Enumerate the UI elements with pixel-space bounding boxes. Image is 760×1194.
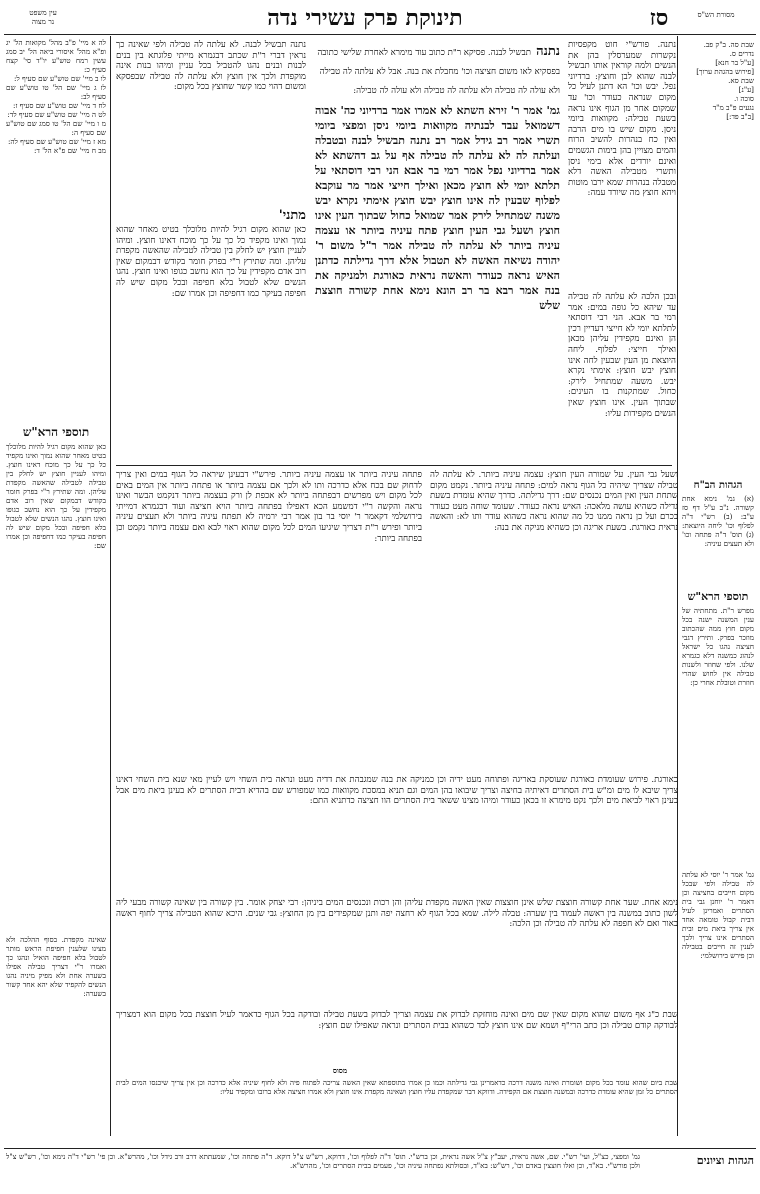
rashi-wide-a: ושעל גבי העין. על שמורה העין חוצץ: עצמה עיניה ביותר. לא עלתה לה טבילה שצריך שיהיה כל הגוף נראה למים: פתחה עיניה ביותר. נקמט מקום שתחת העין ואין המים נכנסים שם: דרך גדילתה. כדרך שהיא עומדת בשעת גדילה כשהיא עושה מלאכה: האיש נראה כעודר. שעומד שוחה מעט כעודר בכרם ועל כן נראה ממנו כל מה שהוא נראה כשהוא עודר ותו לא: והאשה נראית כאורגת. בשעת אריגה וכן כשהיא מניקה את בנה: bbox=[430, 470, 678, 533]
gemara-text: גמ' אמר ר' זירא השתא לא אמרו אמר ברדיוני כה' אבוה דשמואל עבד לבנתיה מקוואות ביומי ניסן ומפצי ביומי תשרי אמר רב גידל אמר רב נתנה תבשיל לבנה ובטבלה ועלתה לה לא עלתה לה טבילה אף על גב דהשתא לא אמר ברדיוני נפל אמר רמי בר אבא הני רבי דוסתאי על תלתא יומי לא חוצץ מכאן ואילך חייצי אמר מר עוקבא לפלוף שבעין לה אינו חוצץ יבש חוצץ אימתי נקרא יבש משנה שמתחיל לירק אמר שמואל כחול שבתוך העין אינו חוצץ ושעל גבי העין חוצץ פתח עיניה ביותר או עצמה עיניה ביותר לא עלתה לה טבילה אמר ר"ל משום ר' יהודה נשיאה האשה לא תטבול אלא דרך גדילתה כדתנן האיש נראה כעודר והאשה נראית כאורגת ולמניקה את בנה אמר רבא בר רב הונא נימא אחת קשורה חוצצת שלש bbox=[315, 104, 560, 312]
tosafot-upper: נתנה תבשיל לבנה. לא עלתה לה טבילה ולפי שאינה כך נראין דברי ר"ת שכתב דבגמרא מייתי פלוגתא בין בנים לבנות ובנים נהגו להטביל בכל עניין ומיהו בנות אינה מוקפדת ולכך אין חוצץ ולא עלתה לה טבילה שבפסקא ומשום דהוי כמו קשר שחוצץ בכל מקום: bbox=[116, 40, 306, 93]
bottom-title: מסוס bbox=[332, 1066, 348, 1075]
footer-label: הגהות וציונים bbox=[696, 1154, 754, 1167]
right-harosh-text-b: גמ' אמר ר' יוסי לא עלתה לה טבילה ולפי שבכל מקום חייבים בחציצה וכן דאמר ר' יוחנן גבי בית הסתרים ואמרינן לעיל דבית קבול טומאה אחד אין צריך ביאת מים ובית הסתרים אינו צריך ולכך לענין זה חייבים בטבילה וכן פירש בירושלמי: bbox=[682, 870, 754, 960]
page-number: סז bbox=[649, 5, 669, 31]
left-column-rule bbox=[110, 36, 111, 1136]
tosafot-wide-b: פתחה עיניה ביותר או עצמה עיניה ביותר. פירש"י דבעינן שיראה כל הגוף במים ואין צריך לדחוק שם בכח אלא כדרכה ותו לא ולכך אם עצמה ביותר או פתחה ביותר אין המים באים לכל מקום ויש מפרשים דבפתחה ביותר לא אכפת לן ורק בעצמה ביותר דנקמט הבשר ואינו נראה והקשה ר"י דמשמע הכא דאפילו בפתחה ביותר הויא חציצה ועוד דבגמרא דמייתי בירושלמי דקאמר ר' יוסי בר בון אמר רבי ירמיה לא תפתח עיניה ביותר ולא תעצים עיניה ביותר ופירש ר"ת דצריך שיגיעו המים לכל מקום שהוא ראוי לבא ואם עצמה ביותר נקמט וכן בפתחה ביותר: bbox=[116, 470, 422, 544]
mishnah-text: תבשיל לבנה. פסיקא ר"ת כתוב עוד מימרא לאחרת שלישי כתובה בפסקיא לאו משום חציצה וכו' מחבלת את בנה. אבל לא עלתה לה טבילה ולא עולה לה טבילה ולא עלתה לה טבילה ולא עולה לה טבילה: bbox=[317, 48, 560, 96]
footer-text: גמ' ומפצי, כצ"ל, ועי' רש"י. שם, אשה נראית, יעב"ץ צ"ל אשה נראית, וכן ברש"י. תוס' ד"ה לפלוף וכו', דדוקא, רש"ש צ"ל דוקא. ד"ה פתחה וכו', שמעתתא דרב ורב גידל וכו', מהרש"א. וכן פי' רש"י ד"ה נימא וכו', רש"ש צ"ל ולכן פורש"י. בא"ד, וכן ואלו חוצצין באדם וכו', רש"ש: בא"ד, ובסולתא נפתחה עיניה וכו', פעמים בבית הסתרים וכו', מהרש"א. bbox=[6, 1152, 640, 1170]
bottom-text: שבת ביום שהוא עומד בכל מקום ושומרת ואינה משנה דרכה כדאמרינן גבי גדילתה וכמו כן אמרו בתוספתא שאין האשה צריכה לפתוח פיה ולא לחוף שיניה אלא כדרכה וכן אין צריך שיכנסו המים לבית הסתרים כל זמן שהיא עומדת כדרכה ובמשנה חוצצת אם הקפידה. ודווקא דבר שמקפדת עליו חוצץ ושאינה מקפדת אינו חוצץ ולא אמרו חציצה אלא ברובו ומקפיד עליו: bbox=[116, 1078, 678, 1096]
margin-note-left-header: עין משפט נר מצוה bbox=[29, 8, 57, 26]
hagahot-bach-title: הגהות הב"ח bbox=[693, 480, 743, 491]
rashi-lower-d: נימא אחת. שער אחת קשורה חוצצת שלש אינן חוצצות שאין האשה מקפדת עליהן והן רכות ונכנסים המים ביניהן: רבי יצחק אומר. בין קשורה בין שאינה קשורה מבעי ליה לשון כתוב במשנה בין ראשה לעמוד בין שערה: טבלה לילה. שמא בכל הגוף לא רחצה יפה ותנן שמקפידים בין מן החוצץ: גבי שנים. היכא שהוא הטבילה צריך לחוף ראשה באור ואם לא חפפה לא עלתה לה טבילה וכן הלכה: bbox=[116, 898, 678, 930]
left-harosh-text: כאן שהוא מקום רגיל להיות מלוכלך בטיט מאחר שהוא נמוך ואינו מקפיד כל כך על כך מוכח דאינו חוצץ. ומיהו לעניין חוצץ יש לחלק בין טבילה לטבילה שהאשה מקפדת עליהן. ומה שתירץ ר"י בפרק חומר בקודש דבמקום שאין רוב אדם מקפידין על כך הוא נחשב כגופו ואינו חוצץ. נהגו הנשים שלא לטבול בלא חפיפה ובכל מקום שיש לה חפיפה בעיקר כמו דחפיפה וכן אמרו שם: bbox=[6, 442, 106, 550]
right-harosh-text-a: מפרש ר"ת. מתחתיה של ענין המשנה ישנה בכל מקום חוץ ממה שהכתוב מוזכר בפרק. ותירץ דגבי חציצה נהגו כל ישראל לנהוג כמשנה דלא כגמרא שלנו. ולפי שחוזר ולשנות טבילה אין לחוש שהרי חוזרת וטובלת אחרי כן: bbox=[682, 606, 754, 687]
mishnah-opening: נתנה bbox=[536, 44, 560, 59]
tosafot-upper-b: כאן שהוא מקום רגיל להיות מלוכלך בטיט מאחר שהוא נמוך ואינו מקפיד כל כך על כך מוכח דאינו חוצץ. ומיהו לעניין חוצץ יש לחלק בין טבילה לטבילה שהאשה מקפדת עליהן. ומה שתירץ ר"י בפרק חומר בקודש דבמקום שאין רוב אדם מקפידין על כך הוא נחשב כגופו ואינו חוצץ. נהגו הנשים שלא לטבול בלא חפיפה ובכל מקום שיש לה חפיפה בעיקר כמו דחפיפה וכן אמרו שם: bbox=[116, 225, 306, 299]
tosafot-lower-extra: שבת כ"ג אף משום שהוא מקום שאין שם מים ואינה מוחזקת לבדוק את עצמה וצריך לבדוק בשעת טבילה ובודקה בכל הגוף כדאמר לעיל חוצצת בכל מקום הוא דמצריך לבודקה קודם טבילה וכן כתב הרי"ף ושמא שם אינו חוצץ לבד כשהוא בבית הסתרים ונראה שאפילו שם חוצץ: bbox=[116, 1010, 678, 1031]
tosafot-lafluf-heading: מתני' bbox=[278, 208, 306, 223]
left-harosh-title: תוספי הרא"ש bbox=[22, 425, 90, 439]
hagahot-bach-text: (א) גמ' נימא אחת קשורה. נ"ב ע"ל דף סז ע"ב: (ב) רש"י ד"ה לפלוף וכו' ליחה היוצאת: (ג) תוס' ד"ה פתחה וכו' ולא תעצים עיניה: bbox=[682, 494, 754, 548]
chapter-title: תינוקת פרק עשירי נדה bbox=[267, 5, 463, 31]
rashi-column-b: ובכן הלכה לא עלתה לה טבילה עד שיהא כל גופה במים: אמר רמי בר אבא. הני רבי דוסתאי לתלתא יומי לא חייצי דעדיין רכין הן ואינם מקפידין עליהן מכאן ואילך חייצי: לפלוף. ליחה היוצאת מן העין שבעין לחה אינו חוצץ יבש חוצץ: אימתי נקרא יבש. משעה שמתחיל לירק: כחול. שמתקנות בו העינים: שבתוך העין. אינו חוצץ שאין הנשים מקפידות עליו: bbox=[568, 292, 676, 419]
rashi-column-a: נתנה. פורש"י חוט מקפסיות נקשרות שמערסלין בהן את הנשים ולמה קוראין אותו תבשיל לבנה שהוא לבן וחוצץ: ברדיוני נפל. יבש וכו' הא דתנן לעיל כל מקום שנראה כעודר וכו' עד שמקום אחר מן הגוף אינו נראה בשעת טבילה: מקוואות ביומי ניסן. מקום שיש בו מים הרבה ואין כח בנהרות להשיב הרוח והמים מצויין בהן בימות הגשמים ואינם יורדים אלא בימי ניסן ותשרי מטבילה האשה דלא מטבלה בנהרות שמא ירבו מוטות ויהא חוצץ מה שיורד עמה: bbox=[568, 40, 676, 199]
mid-rule bbox=[116, 465, 672, 466]
right-harosh-title: תוספי הרא"ש bbox=[687, 590, 749, 603]
header-rule bbox=[4, 34, 756, 35]
masoret-hashas: שבת סה. ב"ק פב. נדרים ס. [ע"ל בר חנא] [פירוש בהגהת ערוך] שבת סא. [ע"נ] סוכה ו. נגעים פ"ב מ"ד [ב"ב פד:] bbox=[696, 40, 754, 121]
ein-mishpat: לה א מיי' פ"ב מהל' מקואות הל' יג ופ"א מהל' איסורי ביאה הל' יב סמג עשין רמח טוש"ע יו"ד סי' קצח סעיף כ: לו ב מיי' שם טוש"ע שם סעיף ל: לז ג מיי' שם הל' טו טוש"ע שם סעיף לב: לח ד מיי' שם טוש"ע שם סעיף ז: לט ה מיי' שם טוש"ע שם סעיף לד: מ ו מיי' שם הל' טו סמג שם טוש"ע שם סעיף ה: מא ז מיי' שם טוש"ע שם סעיף לה: מב ח מיי' שם פ"א הל' ד: bbox=[6, 38, 106, 155]
footer-rule bbox=[4, 1148, 756, 1149]
tosafot-lower-c: כאורגת. פירוש שעומדת כאורגת שעוסקת באריגה ופתוחה מעט ידיה וכן כמניקה את בנה שמגבהת את דדיה מעט ונראה בית השחי ויש לעיין מאי שנא בית השחי דאינו צריך שיבא לו מים ומ"ש בית הסתרים דאיתיה בחיצה וצריך שיבואו בהן המים וגם תניא במסכת מקוואות כמו שמפורש שם בהדיא דבית הסתרים לא בעינן ביאת מים אבל בעינן ראוי לביאת מים ולכך נקט מימרא זו בכאן כעודר ומיהו מצינו ששאר בית הסתרים הוו חציצה כדתניא התם: bbox=[116, 775, 678, 807]
left-bottom-text: שאינה מקפדת. בסוף ההלכה ולא מצינו שלענין חפיפת הראש מותר לטבול בלא חפיפה הואיל ונהגו כך ואמרו ר"י דצריך טבילה אפילו בשערה אחת ולא מפיק מיניה נהגו הנשים להקפיד שלא יהא אחד קשור בשערה: bbox=[6, 935, 106, 998]
gemara-block bbox=[315, 40, 560, 460]
margin-note-right-header: מסורת הש"ס bbox=[697, 10, 735, 19]
